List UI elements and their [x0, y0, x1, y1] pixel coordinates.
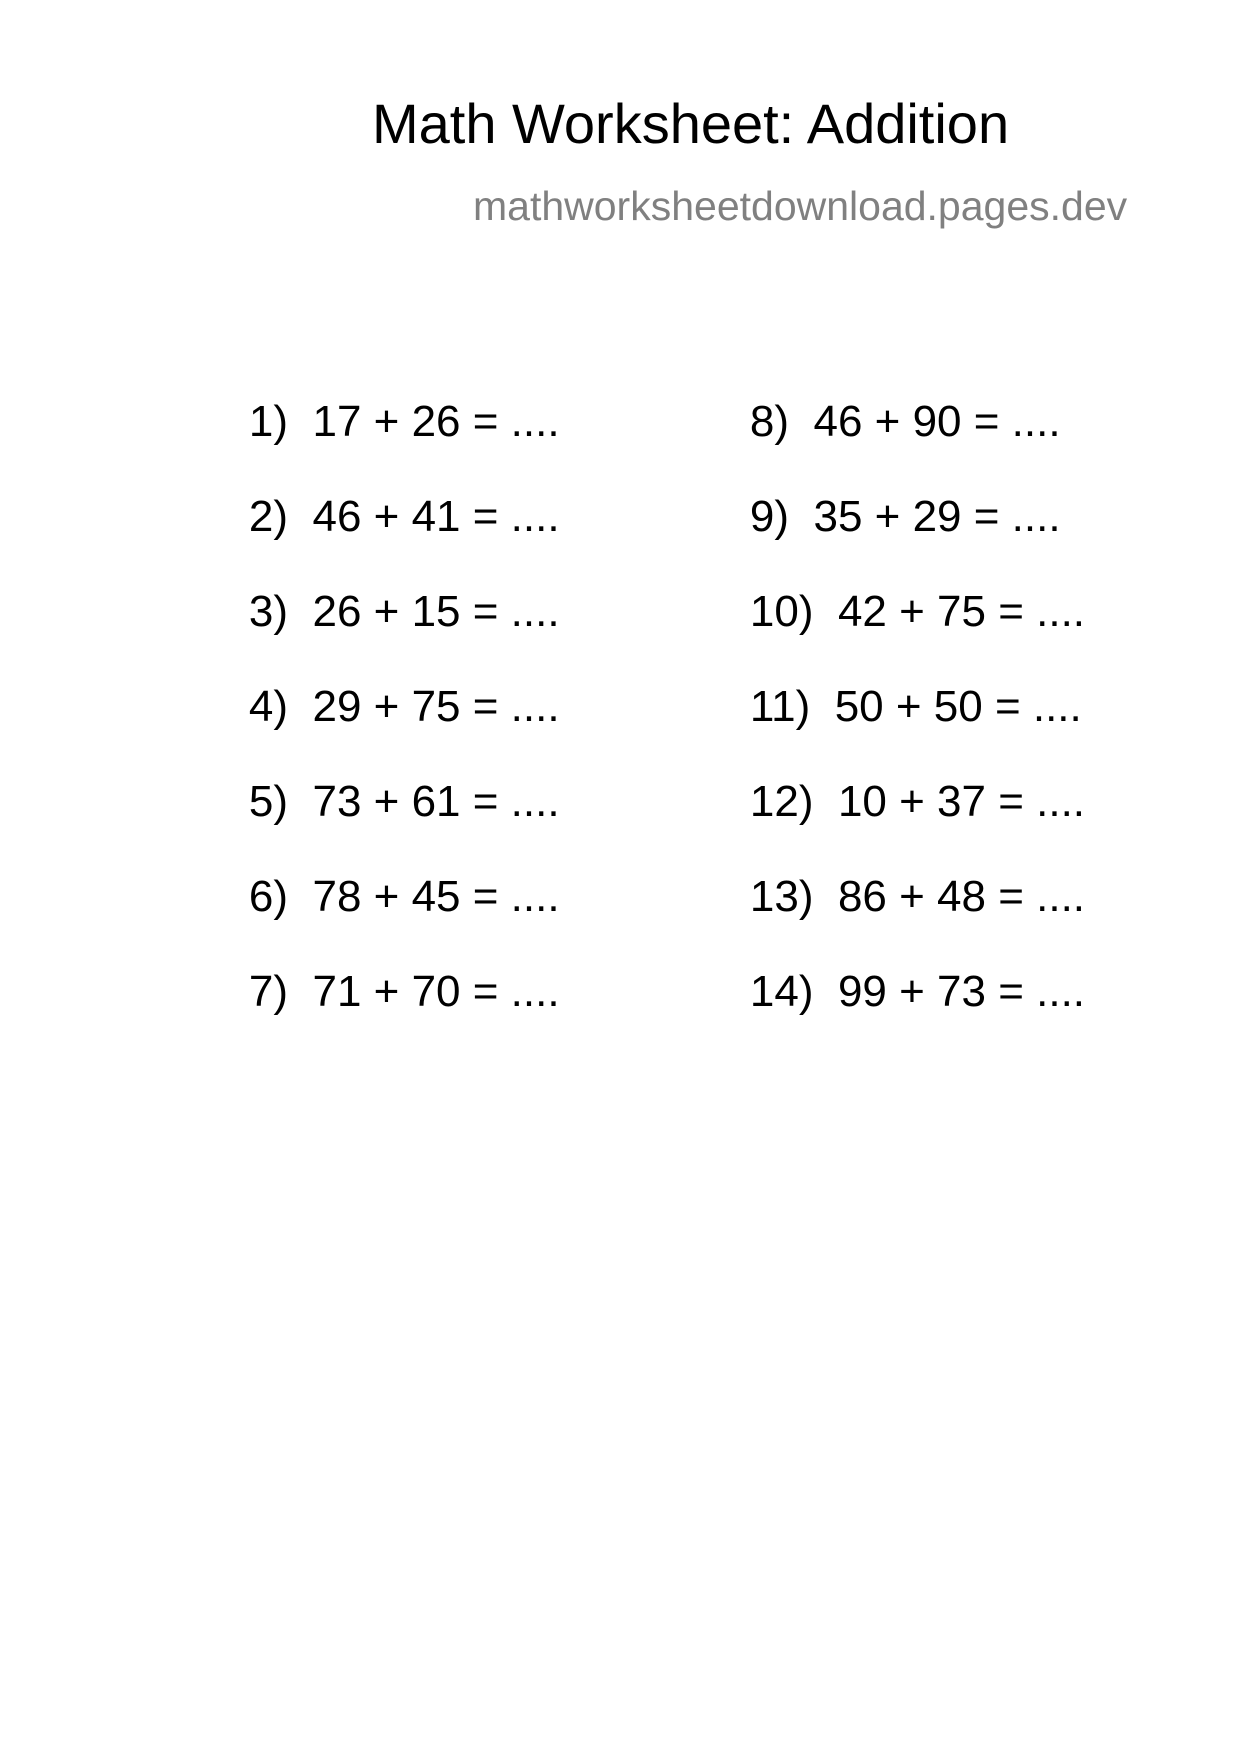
problem-expression: 73 + 61 = .... — [312, 777, 560, 826]
problem-item — [200, 926, 560, 1058]
problem-number: 9) — [749, 492, 790, 541]
problem-expression: 46 + 41 = .... — [312, 492, 560, 541]
problem-expression: 86 + 48 = .... — [837, 872, 1086, 921]
worksheet-title: Math Worksheet: Addition — [372, 92, 1010, 155]
worksheet-source: mathworksheetdownload.pages.dev — [473, 183, 1128, 229]
problem-item — [701, 926, 1085, 1058]
problem-number: 2) — [248, 492, 289, 541]
problem-number: 6) — [248, 872, 289, 921]
problem-number: 11) — [749, 682, 811, 731]
problem-expression: 10 + 37 = .... — [837, 777, 1086, 826]
problem-number: 12) — [749, 777, 814, 826]
problem-number: 1) — [248, 397, 289, 446]
problem-expression: 50 + 50 = .... — [834, 682, 1082, 731]
problem-number: 5) — [248, 777, 289, 826]
problem-expression: 29 + 75 = .... — [312, 682, 560, 731]
problem-expression: 17 + 26 = .... — [312, 397, 560, 446]
problem-number: 4) — [248, 682, 289, 731]
problem-expression: 26 + 15 = .... — [312, 587, 560, 636]
problem-number: 8) — [749, 397, 790, 446]
problem-expression: 99 + 73 = .... — [837, 967, 1086, 1016]
problem-number: 14) — [749, 967, 814, 1016]
problem-number: 7) — [248, 967, 289, 1016]
problem-expression: 42 + 75 = .... — [837, 587, 1086, 636]
problem-number: 3) — [248, 587, 289, 636]
problem-number: 13) — [749, 872, 814, 921]
problem-expression: 71 + 70 = .... — [312, 967, 560, 1016]
problem-expression: 46 + 90 = .... — [813, 397, 1061, 446]
problem-expression: 78 + 45 = .... — [312, 872, 560, 921]
problem-number: 10) — [749, 587, 814, 636]
problem-expression: 35 + 29 = .... — [813, 492, 1061, 541]
